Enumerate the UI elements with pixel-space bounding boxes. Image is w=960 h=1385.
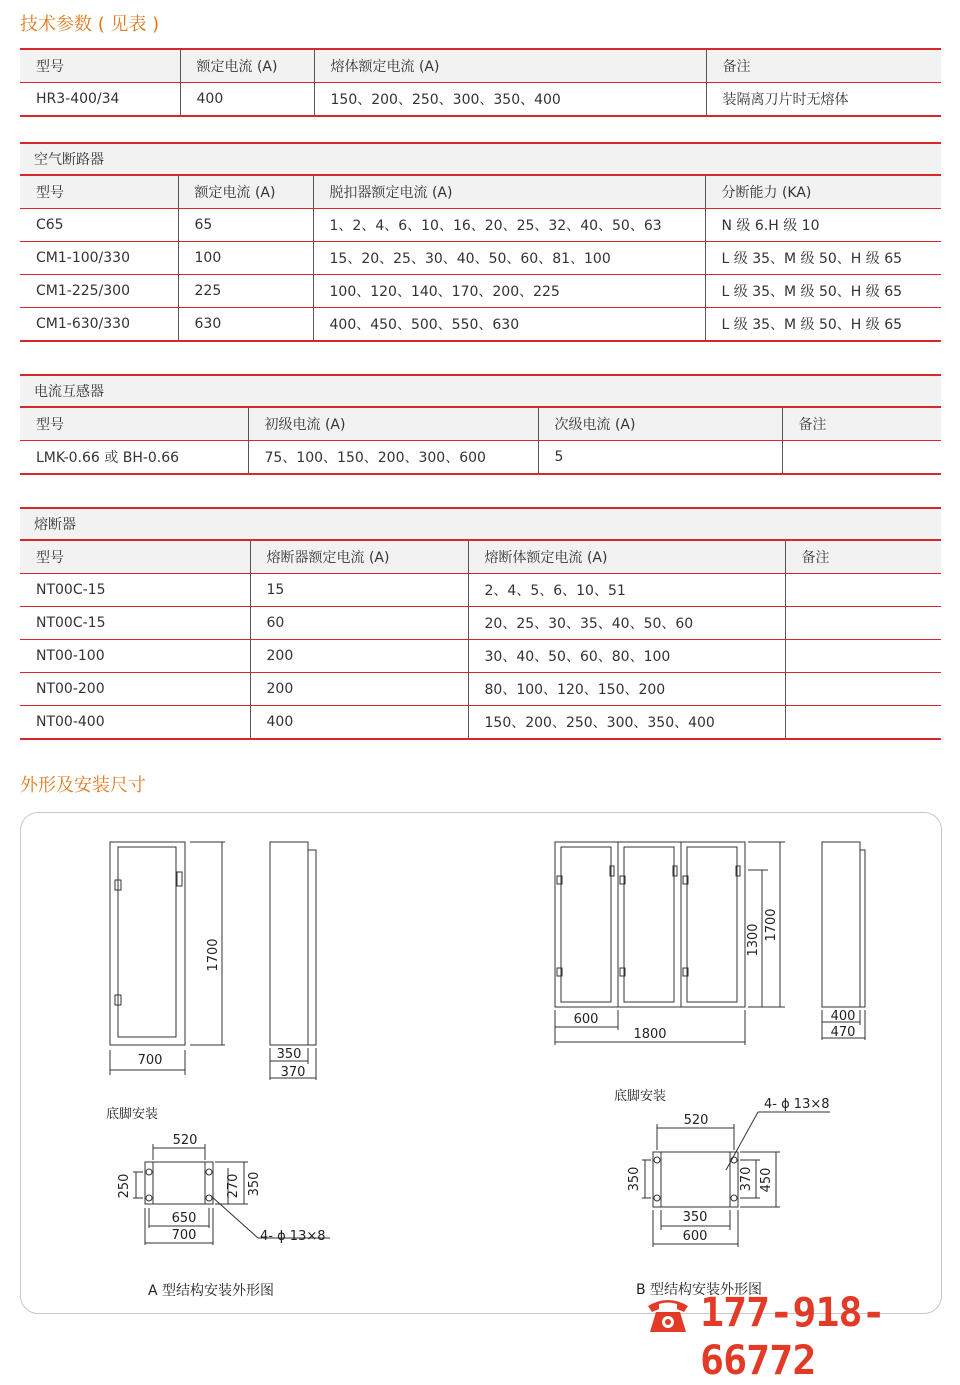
table-cell: NT00-200 bbox=[36, 681, 105, 697]
foot-install-label: 底脚安装 bbox=[614, 1089, 667, 1104]
table-cell: 150、200、250、300、350、400 bbox=[468, 706, 785, 740]
dim-label: 250 bbox=[117, 1173, 132, 1199]
section-title-tech-params: 技术参数 ( 见表 ) bbox=[20, 14, 160, 35]
col-header: 额定电流 (A) bbox=[178, 175, 313, 209]
dim-label: 350 bbox=[247, 1171, 262, 1197]
dim-label: 1800 bbox=[633, 1027, 667, 1042]
col-header: 备注 bbox=[782, 407, 941, 441]
col-header: 备注 bbox=[706, 49, 941, 83]
table-cell: 15 bbox=[250, 574, 468, 607]
hole-spec-label: 4- ϕ 13×8 bbox=[764, 1097, 830, 1112]
table-cell: NT00C-15 bbox=[36, 615, 106, 631]
table-cell: CM1-100/330 bbox=[36, 250, 130, 266]
dim-label: 700 bbox=[137, 1053, 163, 1068]
table-cell: NT00-400 bbox=[36, 714, 105, 730]
foot-plan-b bbox=[642, 1112, 830, 1247]
col-header: 额定电流 (A) bbox=[180, 49, 314, 83]
col-header: 次级电流 (A) bbox=[538, 407, 782, 441]
table-cell: 200 bbox=[250, 673, 468, 706]
telephone-icon bbox=[644, 1292, 692, 1336]
section-title-dimensions: 外形及安装尺寸 bbox=[20, 775, 146, 796]
caption-type-b: B 型结构安装外形图 bbox=[636, 1282, 763, 1298]
table-cell: L 级 35、M 级 50、H 级 65 bbox=[705, 275, 941, 308]
table-cell: 30、40、50、60、80、100 bbox=[468, 640, 785, 673]
dim-label: 400 bbox=[830, 1009, 856, 1024]
col-header: 熔体额定电流 (A) bbox=[314, 49, 706, 83]
table-caption: 电流互感器 bbox=[20, 375, 941, 407]
dim-label: 1300 bbox=[746, 923, 761, 957]
table-cell: L 级 35、M 级 50、H 级 65 bbox=[705, 308, 941, 342]
table-cell: 150、200、250、300、350、400 bbox=[314, 83, 706, 117]
table-cell: CM1-630/330 bbox=[36, 316, 130, 332]
dim-label: 520 bbox=[683, 1113, 709, 1128]
table-cell: 100 bbox=[178, 242, 313, 275]
table-cell: 1、2、4、6、10、16、20、25、32、40、50、63 bbox=[313, 209, 705, 242]
table-cell: 630 bbox=[178, 308, 313, 342]
table-cell: 80、100、120、150、200 bbox=[468, 673, 785, 706]
caption-type-a: A 型结构安装外形图 bbox=[148, 1283, 275, 1299]
cabinet-a-side bbox=[270, 842, 316, 1080]
phone-number: 177-918-66772 bbox=[700, 1290, 885, 1384]
table-cell: 225 bbox=[178, 275, 313, 308]
table-caption: 空气断路器 bbox=[20, 143, 941, 175]
dim-label: 450 bbox=[759, 1167, 774, 1193]
table-cell: N 级 6.H 级 10 bbox=[705, 209, 941, 242]
table-cell: NT00C-15 bbox=[36, 582, 106, 598]
table-cell: 20、25、30、35、40、50、60 bbox=[468, 607, 785, 640]
table-cell: 400 bbox=[250, 706, 468, 740]
table-caption: 熔断器 bbox=[20, 508, 941, 540]
dim-label: 350 bbox=[276, 1047, 302, 1062]
table-cell: NT00-100 bbox=[36, 648, 105, 664]
dim-label: 1700 bbox=[206, 938, 221, 972]
dim-label: 270 bbox=[226, 1173, 241, 1199]
table-cell: 400、450、500、550、630 bbox=[313, 308, 705, 342]
dim-label: 350 bbox=[627, 1166, 642, 1192]
col-header: 熔断体额定电流 (A) bbox=[468, 540, 785, 574]
col-header: 型号 bbox=[20, 49, 180, 83]
table-cell: C65 bbox=[36, 217, 64, 233]
dim-label: 600 bbox=[682, 1229, 708, 1244]
table-cell: 5 bbox=[538, 441, 782, 475]
col-header: 初级电流 (A) bbox=[248, 407, 538, 441]
table-cell: L 级 35、M 级 50、H 级 65 bbox=[705, 242, 941, 275]
dim-label: 520 bbox=[172, 1133, 198, 1148]
dim-label: 600 bbox=[573, 1012, 599, 1027]
col-header: 分断能力 (KA) bbox=[705, 175, 941, 209]
table-cell: HR3-400/34 bbox=[36, 91, 120, 107]
col-header: 熔断器额定电流 (A) bbox=[250, 540, 468, 574]
table-cell: CM1-225/300 bbox=[36, 283, 130, 299]
table-cell: LMK-0.66 或 BH-0.66 bbox=[36, 450, 180, 466]
col-header: 型号 bbox=[20, 540, 250, 574]
dim-label: 370 bbox=[739, 1166, 754, 1192]
table-cell: 60 bbox=[250, 607, 468, 640]
table-cell: 100、120、140、170、200、225 bbox=[313, 275, 705, 308]
dim-label: 350 bbox=[682, 1210, 708, 1225]
dim-label: 470 bbox=[830, 1025, 856, 1040]
contact-phone[interactable] bbox=[644, 1289, 954, 1384]
dim-label: 370 bbox=[280, 1065, 306, 1080]
dim-label: 1700 bbox=[764, 908, 779, 942]
table-cell: 装隔离刀片时无熔体 bbox=[706, 83, 941, 117]
col-header: 备注 bbox=[785, 540, 941, 574]
table-cell: 400 bbox=[180, 83, 314, 117]
dim-label: 650 bbox=[171, 1211, 197, 1226]
col-header: 型号 bbox=[20, 175, 178, 209]
foot-install-label: 底脚安装 bbox=[106, 1107, 159, 1122]
col-header: 型号 bbox=[20, 407, 248, 441]
table-cell: 75、100、150、200、300、600 bbox=[248, 441, 538, 475]
col-header: 脱扣器额定电流 (A) bbox=[313, 175, 705, 209]
table-cell: 15、20、25、30、40、50、60、81、100 bbox=[313, 242, 705, 275]
dim-label: 700 bbox=[171, 1228, 197, 1243]
table-cell: 65 bbox=[178, 209, 313, 242]
hole-spec-label: 4- ϕ 13×8 bbox=[260, 1229, 326, 1244]
table-cell: 200 bbox=[250, 640, 468, 673]
table-cell: 2、4、5、6、10、51 bbox=[468, 574, 785, 607]
